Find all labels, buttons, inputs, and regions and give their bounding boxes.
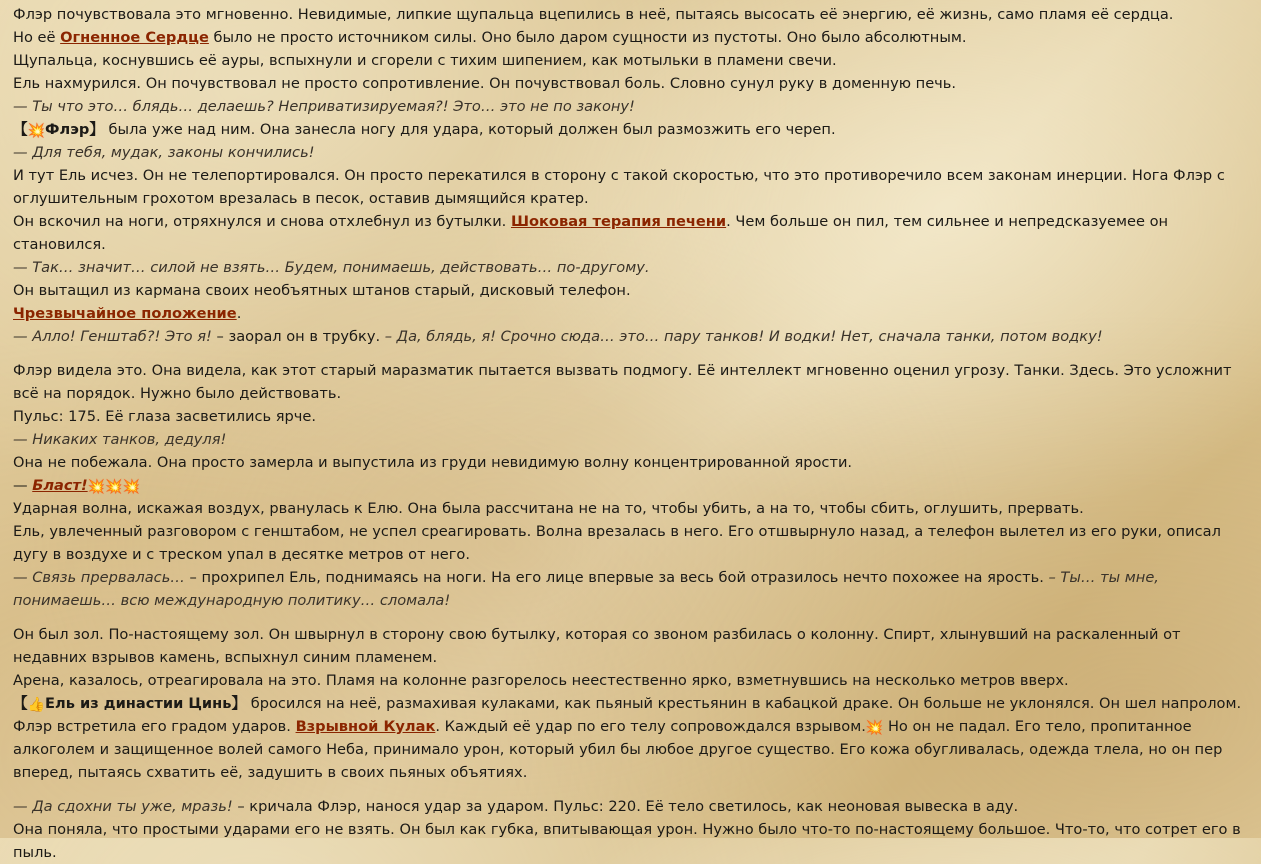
paragraph [13, 474, 1249, 497]
dash: — [13, 477, 33, 494]
speaker-bracket-open: 【 [13, 121, 28, 138]
speaker-name-yel: Ель из династии Цинь [45, 695, 232, 712]
speaker-name-flare: Флэр [45, 121, 90, 138]
explosion-icon: 💥 [27, 123, 46, 139]
paragraph-gap [13, 348, 1249, 359]
paragraph: Он вытащил из кармана своих необъятных штанов старый, дисковый телефон. [13, 282, 631, 299]
explosion-icons: 💥💥💥 [87, 479, 140, 495]
text-run: . [236, 305, 242, 322]
text-run: – кричала Флэр, нанося удар за ударом. Пульс: 220. Её тело светилось, как неоновая вывеска в аду. [232, 798, 1019, 815]
paragraph: Она не побежала. Она просто замерла и выпустила из груди невидимую волну концентрированной ярости. [13, 454, 853, 471]
text-run: было не просто источником силы. Оно было даром сущности из пустоты. Оно было абсолютным. [208, 29, 967, 46]
paragraph [13, 302, 1249, 325]
text-run: . Чем больше он пил, тем сильнее и непредсказуемее он становился. [13, 213, 1169, 253]
explosion-icon: 💥 [865, 720, 884, 736]
paragraph [13, 795, 1249, 818]
skill-link-explosive-fist[interactable]: Взрывной Кулак [295, 718, 436, 735]
paragraph [13, 715, 1249, 784]
paragraph: Он был зол. По-настоящему зол. Он швырнул в сторону свою бутылку, которая со звоном разбилась о колонну. Спирт, хлынувший на раскаленный от недавних взрывов камень, вспыхнул синим пламенем. [13, 626, 1181, 666]
text-run: – заорал он в трубку. [211, 328, 385, 345]
dialogue-run: — Да сдохни ты уже, мразь! [13, 798, 233, 815]
text-run: . Каждый её удар по его телу сопровождался взрывом. [435, 718, 866, 735]
text-run: – прохрипел Ель, поднимаясь на ноги. На его лице впервые за весь бой отразилось нечто похожее на ярость. [184, 569, 1049, 586]
paragraph: Флэр почувствовала это мгновенно. Невидимые, липкие щупальца вцепились в неё, пытаясь высосать её энергию, её жизнь, само пламя её сердца. [13, 6, 1174, 23]
speaker-bracket-close: 】 [231, 695, 247, 712]
dialogue-line: — Так… значит… силой не взять… Будем, понимаешь, действовать… по-другому. [13, 259, 650, 276]
thumbs-up-icon: 👍 [27, 697, 46, 713]
paragraph: Ель, увлеченный разговором с генштабом, не успел среагировать. Волна врезалась в него. Его отшвырнуло назад, а телефон вылетел из его руки, описал дугу в воздухе и с треском упал в десятке метров от него. [13, 523, 1221, 563]
paragraph: Ударная волна, искажая воздух, рванулась к Елю. Она была рассчитана не на то, чтобы убить, а на то, чтобы сбить, оглушить, прервать. [13, 500, 1084, 517]
paragraph: Она поняла, что простыми ударами его не взять. Он был как губка, впитывающая урон. Нужно было что-то по-настоящему большое. Что-то, что сотрет его в пыль. [13, 821, 1241, 861]
paragraph: Щупальца, коснувшись её ауры, вспыхнули и сгорели с тихим шипением, как мотыльки в пламени свечи. [13, 52, 837, 69]
skill-link-state-of-emergency[interactable]: Чрезвычайное положение [13, 305, 237, 322]
skill-link-blast[interactable]: Бласт! [32, 477, 88, 494]
paragraph-gap [13, 612, 1249, 623]
dialogue-line: — Никаких танков, дедуля! [13, 431, 227, 448]
paragraph: Флэр видела это. Она видела, как этот старый маразматик пытается вызвать подмогу. Её интеллект мгновенно оценил угрозу. Танки. Здесь. Это усложнит всё на порядок. Нужно было действовать. [13, 362, 1232, 402]
paragraph [13, 692, 1249, 715]
paragraph: Арена, казалось, отреагировала на это. Пламя на колонне разгорелось неестественно ярко, взметнувшись на несколько метров вверх. [13, 672, 1069, 689]
dialogue-run: — Алло! Генштаб?! Это я! [13, 328, 212, 345]
skill-link-liver-shock-therapy[interactable]: Шоковая терапия печени [510, 213, 727, 230]
text-run: Но он не падал. Его тело, пропитанное алкоголем и защищенное волей самого Неба, принимало урон, который убил бы любое другое существо. Его кожа обугливалась, одежда тлела, но он пер вперед, пытаясь схватить её, задушить в своих пьяных объятиях. [13, 718, 1223, 781]
paragraph: Ель нахмурился. Он почувствовал не просто сопротивление. Он почувствовал боль. Словно сунул руку в доменную печь. [13, 75, 957, 92]
speaker-bracket-open: 【 [13, 695, 28, 712]
dialogue-line: — Для тебя, мудак, законы кончились! [13, 144, 315, 161]
paragraph [13, 118, 1249, 141]
paragraph-gap [13, 784, 1249, 795]
dialogue-run: — Связь прервалась… [13, 569, 185, 586]
dialogue-run: – Ты… ты мне, понимаешь… всю международную политику… сломала! [13, 569, 1159, 609]
paragraph [13, 26, 1249, 49]
paragraph [13, 325, 1249, 348]
paragraph [13, 566, 1249, 612]
text-run: бросился на неё, размахивая кулаками, как пьяный крестьянин в кабацкой драке. Он больше не уклонялся. Он шел напролом. [246, 695, 1242, 712]
story-text [13, 3, 1249, 864]
dialogue-run: – Да, блядь, я! Срочно сюда… это… пару танков! И водки! Нет, сначала танки, потом водку! [384, 328, 1103, 345]
paragraph: Пульс: 175. Её глаза засветились ярче. [13, 408, 317, 425]
text-run: Но её [13, 29, 61, 46]
text-run: Флэр встретила его градом ударов. [13, 718, 296, 735]
text-run: Он вскочил на ноги, отряхнулся и снова отхлебнул из бутылки. [13, 213, 511, 230]
paragraph: И тут Ель исчез. Он не телепортировался. Он просто перекатился в сторону с такой скоростью, что это противоречило всем законам инерции. Нога Флэр с оглушительным грохотом врезалась в песок, оставив дымящийся кратер. [13, 167, 1225, 207]
skill-link-fire-heart[interactable]: Огненное Сердце [60, 29, 209, 46]
dialogue-line: — Ты что это… блядь… делаешь? Неприватизируемая?! Это… это не по закону! [13, 98, 635, 115]
paragraph [13, 210, 1249, 256]
speaker-bracket-close: 】 [89, 121, 104, 138]
text-run: была уже над ним. Она занесла ногу для удара, который должен был размозжить его череп. [103, 121, 836, 138]
